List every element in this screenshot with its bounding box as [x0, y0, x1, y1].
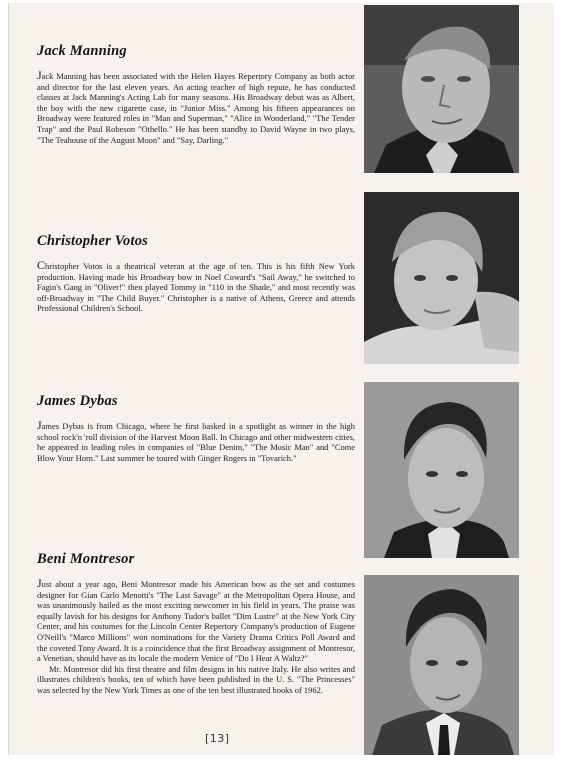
bio-paragraph: Christopher Votos is a theatrical veteran at the age of ten. This is his fifth New York production. Having made his Broadway bow in Noel Coward's "Sail Away," he switched to Fagin's Gang in "Oliver!" then played Tommy in "110 in the Shade," and most recently was off-Broadway in "The Child Buyer." Christopher is a native of Athens, Greece and attends Professional Children's School. [37, 258, 355, 314]
portrait-beni-montresor [364, 575, 519, 755]
bio-christopher-votos [37, 233, 355, 314]
bio-name: Christopher Votos [37, 233, 148, 249]
page-number: [13] [205, 732, 230, 745]
portrait-james-dybas [364, 382, 519, 558]
bio-name: Beni Montresor [37, 551, 135, 567]
bio-beni-montresor [37, 551, 355, 696]
bio-name: Jack Manning [37, 43, 127, 59]
bio-paragraph: Jack Manning has been associated with the Helen Hayes Repertory Company as both actor and director for the last eleven years. An acting teacher of high repute, he has conducted classes at Jack Manning's Acting Lab for many seasons. His Broadway debut was as Albert, the boy with the new cigarette case, in "Junior Miss." Among his fifteen appearances on Broadway were featured roles in "Man and Superman," "Alice in Wonderland," "The Tender Trap" and the Paul Robeson "Othello." He has been standby to David Wayne in two plays, "The Teahouse of the August Moon" and "Say, Darling." [37, 68, 355, 145]
bio-paragraph: Mr. Montresor did his first theatre and film designs in his native Italy. He also writes and illustrates children's books, ten of which have been published in the U. S. "The Princesses" was selected by the New York Times as one of the ten best illustrated books of 1962. [37, 663, 355, 695]
bio-paragraph: Just about a year ago, Beni Montresor made his American bow as the set and costumes designer for Gian Carlo Menotti's "The Last Savage" at the Metropolitan Opera House, and was unanimously hailed as the most exciting newcomer in his field in years. The praise was equally lavish for his designs for Anthony Tudor's ballet "Dim Lustre" at the New York City Center, and his costumes for the Lincoln Center Repertory Company's production of Eugene O'Neill's "Marco Millions" won nominations for the Variety Drama Critics Poll Award and the coveted Tony Award. It is a coincidence that the first Broadway assignment of Montresor, a Venetian, should have as its locale the modern Venice of "Do I Hear A Waltz?" [37, 576, 355, 664]
portrait-christopher-votos [364, 192, 519, 364]
bio-jack-manning [37, 43, 355, 145]
bio-name: James Dybas [37, 393, 118, 409]
program-page [8, 3, 554, 755]
portrait-jack-manning [364, 5, 519, 173]
bio-paragraph: James Dybas is from Chicago, where he first basked in a spotlight as winner in the high school rock'n 'roll division of the Harvest Moon Ball. In Chicago and other midwestern cities, he appeared in leading roles in companies of "Blue Denim," "The Music Man" and "Come Blow Your Horn." Last summer he toured with Ginger Rogers in "Tovarich." [37, 418, 355, 463]
bio-james-dybas [37, 393, 355, 463]
